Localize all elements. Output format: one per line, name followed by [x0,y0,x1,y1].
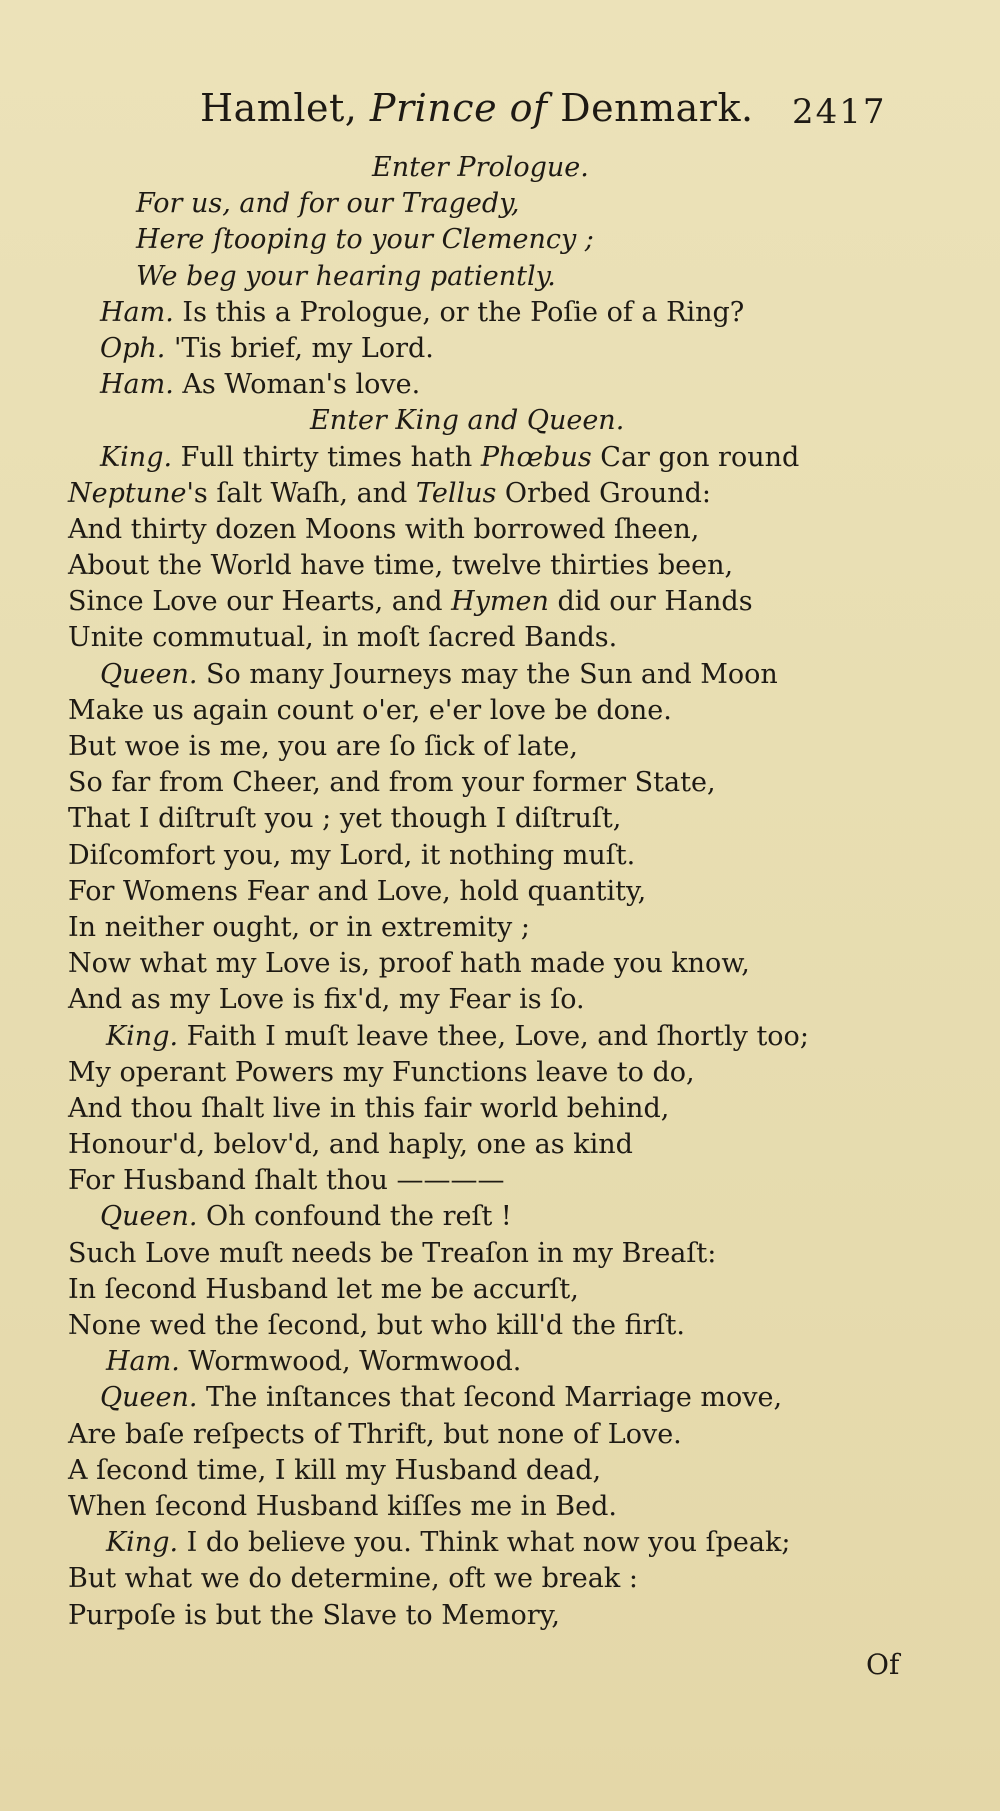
text-line [0,1272,1000,1308]
italic-text: Ham. [100,296,174,328]
italic-text: Ham. [106,1346,180,1378]
roman-text: That I diſtruſt you ; yet though I diſtruſt, [68,803,622,835]
text-line [0,1489,1000,1525]
text-line [0,946,1000,982]
text-line [0,150,1000,186]
italic-text: King. [100,441,173,473]
italic-text: Oph. [100,332,166,364]
roman-text: But woe is me, you are ſo ſick of late, [68,731,578,762]
roman-text: And thirty dozen Moons with borrowed ſheen, [68,513,700,545]
roman-text: 's ſalt Waſh, and [186,477,416,509]
roman-text: My operant Powers my Functions leave to do, [68,1056,695,1088]
running-title [200,86,754,130]
text-line [0,1019,1000,1055]
roman-text: Such Love muſt needs be Treaſon in my Breaſt: [68,1237,717,1269]
roman-text: When ſecond Husband kiſſes me in Bed. [68,1490,617,1522]
roman-text: As Woman's love. [173,369,421,401]
text-line [0,801,1000,837]
text-line [0,259,1000,295]
text-line [0,440,1000,476]
roman-text: A ſecond time, I kill my Husband dead, [68,1454,602,1486]
roman-text: For Husband ſhalt thou ———— [68,1165,505,1197]
play-text [0,150,1000,1634]
text-line [0,403,1000,439]
text-line [0,331,1000,367]
text-line [0,1055,1000,1091]
italic-text: Queen. [100,1382,198,1414]
roman-text: I do believe you. Think what now you ſpeak; [178,1527,791,1559]
roman-text: And as my Love is fix'd, my Fear is ſo. [68,984,585,1016]
text-line [0,1163,1000,1199]
text-line [0,1091,1000,1127]
title-italic: Prince of [369,86,548,130]
roman-text: The inſtances that ſecond Marriage move, [197,1382,783,1414]
italic-text: Here ſtooping to your Clemency ; [136,224,594,256]
italic-text: Ham. [100,369,174,401]
italic-text: Enter King and Queen. [310,405,625,437]
roman-text: Now what my Love is, proof hath made you know, [68,948,750,980]
text-line [0,1561,1000,1597]
text-line [0,1127,1000,1163]
page-header [0,80,1000,140]
text-line [0,222,1000,258]
roman-text: Are baſe reſpects of Thrift, but none of Love. [68,1418,682,1450]
text-line [0,693,1000,729]
text-line [0,186,1000,222]
text-line [0,1199,1000,1235]
roman-text: Car gon round [591,441,800,473]
italic-text: Enter Prologue. [372,152,589,183]
text-line [0,982,1000,1018]
italic-text: King. [106,1527,179,1559]
text-line [0,1453,1000,1489]
text-line [0,584,1000,620]
text-line [0,838,1000,874]
italic-text: Queen. [100,1201,198,1233]
roman-text: Make us again count o'er, e'er love be done. [68,694,672,726]
italic-text: For us, and for our Tragedy, [136,188,520,220]
page-number: 2417 [792,92,887,132]
roman-text: 'Tis brief, my Lord. [165,332,434,364]
title-play: Hamlet, [200,86,358,130]
roman-text: Diſcomfort you, my Lord, it nothing muſt. [68,839,636,871]
roman-text: But what we do determine, oft we break : [68,1563,638,1595]
roman-text: Since Love our Hearts, and [68,586,452,618]
text-line [0,548,1000,584]
italic-text: Neptune [68,477,187,509]
roman-text: Orbed Ground: [496,477,711,509]
roman-text: Oh confound the reſt ! [197,1201,512,1233]
text-line [0,1417,1000,1453]
text-line [0,657,1000,693]
text-line [0,729,1000,765]
roman-text: In neither ought, or in extremity ; [68,911,530,943]
italic-text: King. [106,1020,179,1052]
italic-text: We beg your hearing patiently. [136,260,556,292]
roman-text: And thou ſhalt live in this fair world behind, [68,1092,670,1124]
text-line [0,1308,1000,1344]
roman-text: For Womens Fear and Love, hold quantity, [68,875,647,907]
roman-text: Wormwood, Wormwood. [179,1346,522,1378]
roman-text: Is this a Prologue, or the Poſie of a Ring? [173,296,745,328]
italic-text: Tellus [415,477,497,509]
text-line [0,1344,1000,1380]
text-line [0,1236,1000,1272]
text-line [0,476,1000,512]
text-line [0,512,1000,548]
text-line [0,620,1000,656]
text-line [0,765,1000,801]
italic-text: Hymen [451,586,549,618]
roman-text: Faith I muſt leave thee, Love, and ſhortly too; [178,1020,809,1052]
text-line [0,367,1000,403]
text-line [0,874,1000,910]
roman-text: Purpoſe is but the Slave to Memory, [68,1599,560,1631]
text-line [0,1598,1000,1634]
roman-text: did our Hands [548,586,753,618]
roman-text: In ſecond Husband let me be accurſt, [68,1273,579,1305]
text-line [0,1525,1000,1561]
italic-text: Phœbus [480,441,592,473]
roman-text: None wed the ſecond, but who kill'd the firſt. [68,1310,685,1341]
roman-text: About the World have time, twelve thirties been, [68,550,734,582]
text-line [0,910,1000,946]
roman-text: So many Journeys may the Sun and Moon [197,658,778,690]
italic-text: Queen. [100,658,198,690]
roman-text: Unite commutual, in moſt ſacred Bands. [68,622,618,654]
roman-text: Full thirty times hath [172,441,481,473]
catchword: Of [866,1648,900,1681]
text-line [0,295,1000,331]
text-line [0,1380,1000,1416]
roman-text: So far from Cheer, and from your former State, [68,767,716,799]
roman-text: Honour'd, belov'd, and haply, one as kind [68,1129,633,1161]
title-place: Denmark. [560,86,754,130]
